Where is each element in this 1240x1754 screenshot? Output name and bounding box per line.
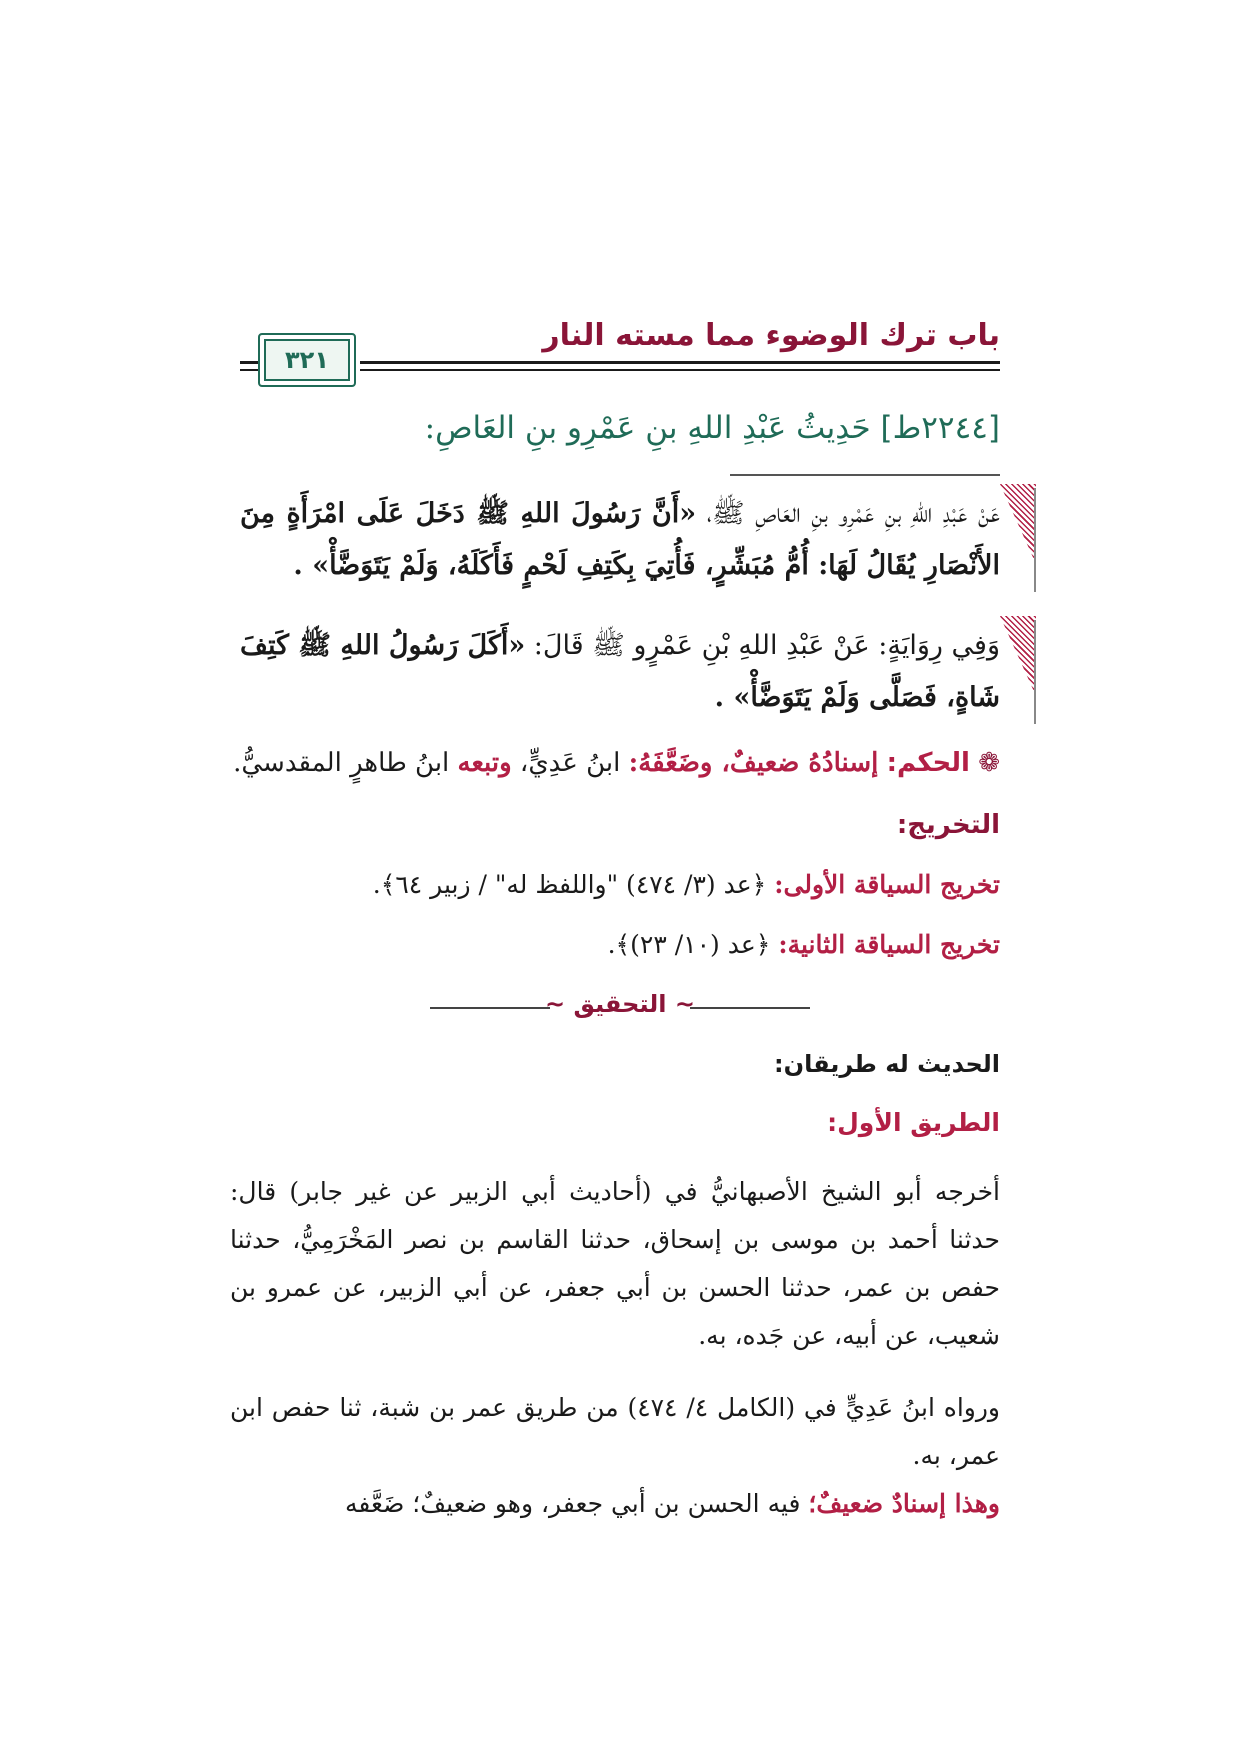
corner-ornament	[1000, 484, 1036, 564]
corner-ornament	[1000, 616, 1036, 696]
paragraph-3-bold: وهذا إسنادٌ ضعيفٌ؛	[808, 1489, 1000, 1518]
paragraph-3-text: فيه الحسن بن أبي جعفر، وهو ضعيفٌ؛ ضَعَّفه	[344, 1489, 809, 1518]
header-rule-bottom-left	[240, 369, 258, 371]
takhrij-second-label: تخريج السياقة الثانية:	[778, 930, 1000, 959]
tahqiq-divider	[430, 988, 810, 1028]
takhrij-second-text: ﴿عد (١٠/ ٢٣)﴾.	[607, 930, 779, 959]
hadith-number: [٢٢٤٤ط]	[880, 410, 1000, 446]
hadith-text-first	[240, 488, 1000, 592]
ruling-verdict: إسنادُهُ ضعيفٌ، وضَعَّفَهُ:	[628, 748, 879, 778]
first-way-heading: الطريق الأول:	[827, 1108, 1000, 1137]
hadith-title: حَدِيثُ عَبْدِ اللهِ بنِ عَمْرِو بنِ العَاصِ:	[424, 410, 871, 446]
two-ways-heading: الحديث له طريقان:	[773, 1050, 1000, 1078]
ruling-text-2: ابنُ طاهرٍ المقدسيُّ.	[233, 748, 458, 778]
quote-text: «أَنَّ رَسُولَ اللهِ ﷺ دَخَلَ عَلَى امْرَأَةٍ مِنَ الأَنْصَارِ يُقَالُ لَهَا: أُمُّ مُبَشِّرٍ، فَأُتِيَ بِكَتِفِ لَحْمٍ فَأَكَلَهُ، وَلَمْ يَتَوَضَّأْ» .	[240, 498, 1000, 581]
ruling-label: الحكم:	[886, 748, 970, 778]
paragraph-2: ورواه ابنُ عَدِيٍّ في (الكامل ٤/ ٤٧٤) من طريق عمر بن شبة، ثنا حفص ابن عمر، به.	[230, 1393, 1001, 1470]
quote-paragraph	[240, 620, 1000, 724]
hadith-text-second	[240, 620, 1000, 724]
tahqiq-label-text: التحقيق	[573, 990, 667, 1018]
heading-underline	[730, 474, 1000, 476]
ruling-line	[180, 748, 1000, 778]
flower-ornament-icon: ❁	[978, 748, 1000, 778]
takhrij-first-label: تخريج السياقة الأولى:	[774, 870, 1000, 899]
quote-paragraph	[240, 488, 1000, 592]
ornament-right-icon: ~	[545, 990, 566, 1018]
quote-text: «أَكَلَ رَسُولُ اللهِ ﷺ كَتِفَ شَاةٍ، فَصَلَّى وَلَمْ يَتَوَضَّأْ» .	[240, 630, 1000, 713]
header-rule-bottom-right	[360, 369, 1000, 371]
takhrij-first-text: ﴿عد (٣/ ٤٧٤) "واللفظ له" / زبير ٦٤﴾.	[372, 870, 775, 899]
takhrij-heading: التخريج:	[896, 810, 1000, 840]
chapter-title: باب ترك الوضوء مما مسته النار	[542, 318, 1000, 353]
header-rule-top-right	[360, 361, 1000, 364]
quote-side-line	[1034, 488, 1036, 592]
quote-intro: وَفِي رِوَايَةٍ: عَنْ عَبْدِ اللهِ بْنِ عَمْرٍو ﷺ قَالَ:	[525, 630, 1000, 661]
tahqiq-label	[430, 990, 810, 1018]
takhrij-first-line	[373, 870, 1000, 899]
ruling-follow: وتبعه	[457, 748, 512, 778]
paragraph-1: أخرجه أبو الشيخ الأصبهانيُّ في (أحاديث أبي الزبير عن غير جابر) قال: حدثنا أحمد بن موسى بن إسحاق، حدثنا القاسم بن نصر المَخْرَمِيُّ، حدثنا حفص بن عمر، حدثنا الحسن بن أبي جعفر، عن أبي الزبير، عن عمرو بن شعيب، عن أبيه، عن جَده، به.	[230, 1177, 1000, 1350]
hadith-heading	[425, 410, 1000, 446]
quote-intro: عَنْ عَبْدِ اللهِ بنِ عَمْرِو بنِ العَاصِ ﷺ،	[696, 498, 1000, 529]
takhrij-second-line	[608, 930, 1000, 959]
page-number-badge: ٣٢١	[258, 333, 356, 387]
ornament-left-icon: ~	[674, 990, 695, 1018]
ruling-text-1: ابنُ عَدِيٍّ،	[511, 748, 629, 778]
paragraph-3	[230, 1480, 1000, 1528]
header-rule-top-left	[240, 361, 258, 364]
quote-side-line	[1034, 620, 1036, 724]
